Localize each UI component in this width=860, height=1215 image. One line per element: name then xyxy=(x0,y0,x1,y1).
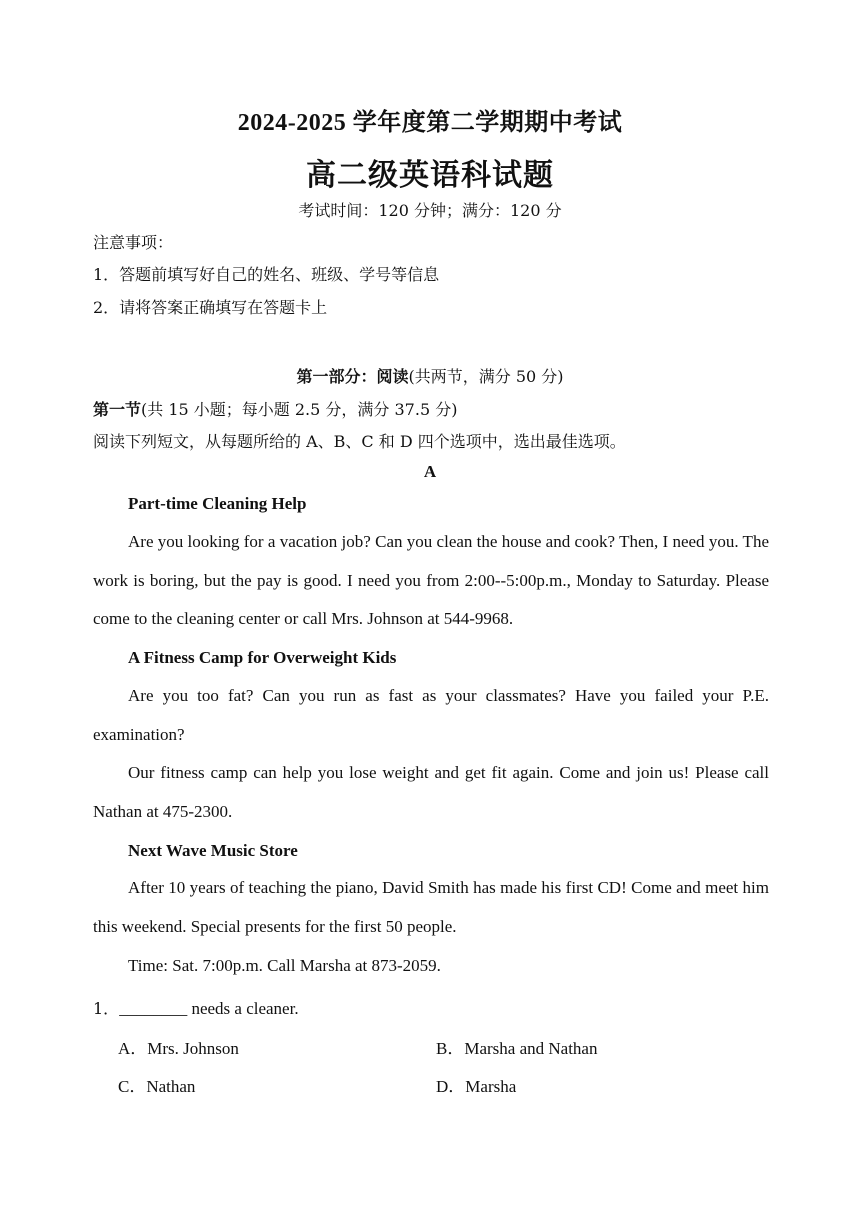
section1-heading xyxy=(93,397,457,420)
part1-heading-rest: (共两节，满分 50 分) xyxy=(408,367,564,386)
exam-title: 2024-2025 学年度第二学期期中考试 xyxy=(237,110,623,136)
option-a: A．Mrs. Johnson xyxy=(118,1039,239,1058)
question-number: 1． xyxy=(93,999,120,1018)
ad2-text1: Are you too fat? Can you run as fast as your classmates? Have you failed your P.E. examination? xyxy=(93,686,769,744)
ad3-title: Next Wave Music Store xyxy=(128,841,298,860)
notes-heading: 注意事项： xyxy=(93,233,174,252)
ad1-title: Part-time Cleaning Help xyxy=(128,494,307,513)
question-1 xyxy=(93,996,299,1019)
note-item-1: 1．答题前填写好自己的姓名、班级、学号等信息 xyxy=(93,265,440,284)
passage-label: A xyxy=(423,462,437,481)
ad2-title: A Fitness Camp for Overweight Kids xyxy=(128,648,397,667)
question-stem: ________ needs a cleaner. xyxy=(119,999,299,1018)
ad3-time: Time: Sat. 7:00p.m. Call Marsha at 873-2059. xyxy=(128,956,441,975)
exam-subtitle: 高二级英语科试题 xyxy=(306,159,554,192)
part1-heading xyxy=(0,364,860,387)
ad2-text2: Our fitness camp can help you lose weight and get fit again. Come and join us! Please call Nathan at 475-2300. xyxy=(93,763,769,821)
option-d: D．Marsha xyxy=(436,1077,517,1096)
note-item-2: 2．请将答案正确填写在答题卡上 xyxy=(93,298,328,317)
section1-heading-strong: 第一节 xyxy=(93,400,142,419)
exam-info: 考试时间：120 分钟；满分：120 分 xyxy=(298,201,562,220)
option-b: B．Marsha and Nathan xyxy=(436,1039,598,1058)
section1-heading-rest: (共 15 小题；每小题 2.5 分，满分 37.5 分) xyxy=(141,400,458,419)
ad1-text: Are you looking for a vacation job? Can you clean the house and cook? Then, I need you. The work is boring, but the pay is good. I need you from 2:00--5:00p.m., Monday to Saturday. Please come to the cleaning center or call Mrs. Johnson at 544-9968. xyxy=(93,532,769,628)
part1-heading-strong: 第一部分：阅读 xyxy=(296,367,409,386)
ad3-text: After 10 years of teaching the piano, David Smith has made his first CD! Come and meet him this weekend. Special presents for the first 50 people. xyxy=(93,878,769,936)
option-c: C．Nathan xyxy=(118,1077,196,1096)
reading-instruction: 阅读下列短文，从每题所给的 A、B、C 和 D 四个选项中，选出最佳选项。 xyxy=(93,432,626,451)
